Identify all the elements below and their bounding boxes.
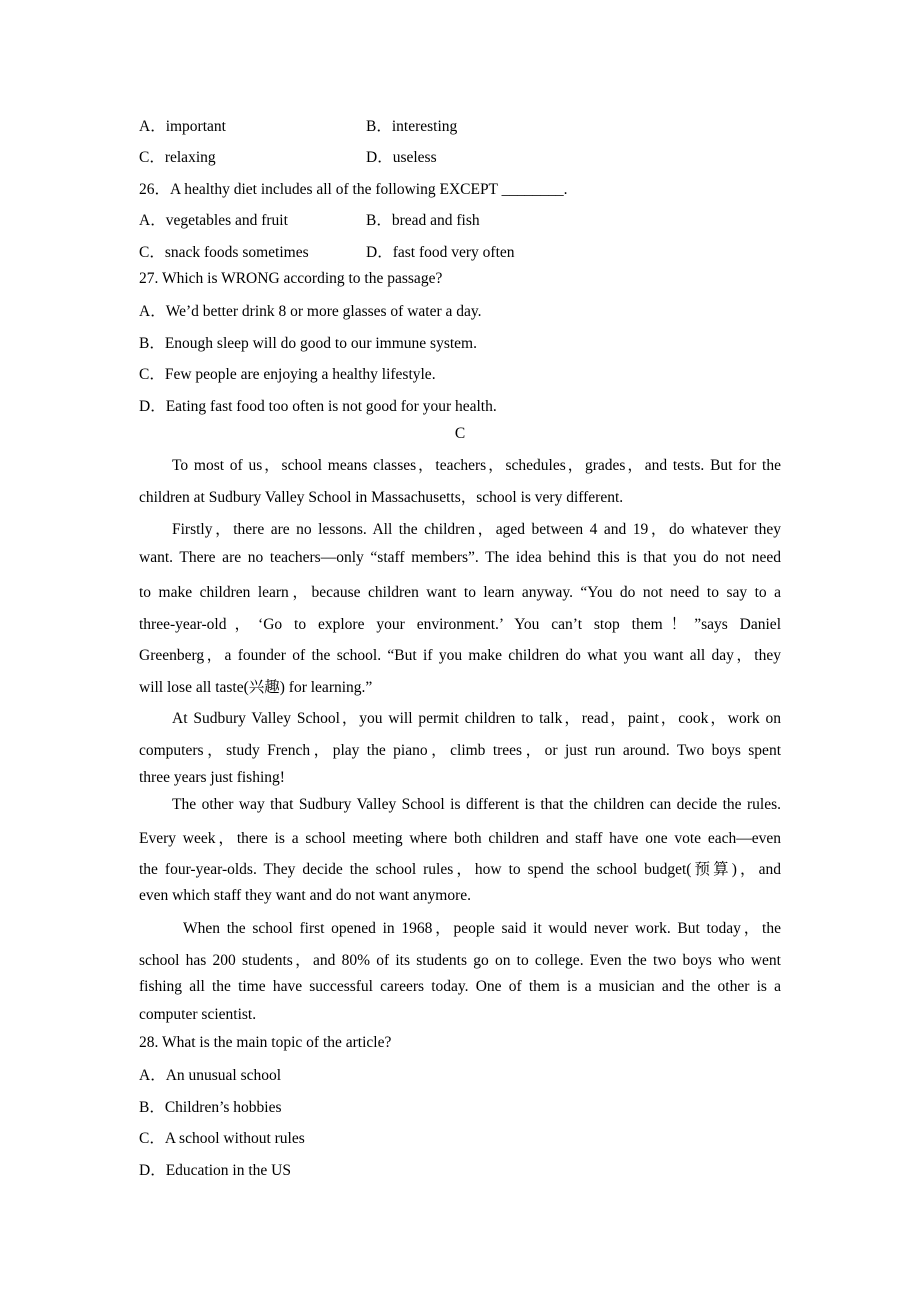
q28-option-a: A．An unusual school (139, 1067, 282, 1084)
q27-option-b: B．Enough sleep will do good to our immune system. (139, 335, 477, 352)
paragraph-line: At Sudbury Valley School，you will permit children to talk，read，paint，cook，work on (172, 710, 781, 727)
paragraph-line: three-year-old，‘Go to explore your environment.’ You can’t stop them！”says Daniel (139, 615, 781, 633)
passage-paragraph-2 (139, 517, 781, 706)
paragraph-line: will lose all taste(兴趣) for learning.” (139, 678, 373, 696)
q27-option-c: C．Few people are enjoying a healthy lifestyle. (139, 366, 436, 383)
q26-option-b: B．bread and fish (366, 212, 480, 229)
q26-option-c: C．snack foods sometimes (139, 244, 309, 261)
paragraph-line: The other way that Sudbury Valley School is different is that the children can decide the rules. (172, 796, 781, 813)
passage-paragraph-4 (139, 796, 781, 919)
paragraph-line: want. There are no teachers—only “staff members”. The idea behind this is that you do not need (139, 548, 781, 566)
paragraph-line: Every week，there is a school meeting where both children and staff have one vote each—even (139, 829, 781, 847)
q27-option-d: D．Eating fast food too often is not good for your health. (139, 398, 497, 415)
passage-paragraph-3 (139, 706, 781, 797)
q25-option-b: B．interesting (366, 118, 458, 135)
paragraph-line: computers，study French，play the piano，climb trees，or just run around. Two boys spent (139, 741, 781, 759)
q26-option-a: A．vegetables and fruit (139, 212, 288, 229)
paragraph-line: the four-year-olds. They decide the school rules，how to spend the school budget(预算)，and (139, 861, 781, 878)
q26-option-d: D．fast food very often (366, 244, 515, 261)
passage-paragraph-5 (139, 916, 781, 1038)
passage-paragraph-1 (139, 453, 781, 516)
paragraph-line: children at Sudbury Valley School in Massachusetts，school is very different. (139, 488, 624, 506)
q28-option-d: D．Education in the US (139, 1162, 291, 1179)
q25-option-d: D．useless (366, 149, 437, 166)
paragraph-line: school has 200 students，and 80% of its students go on to college. Even the two boys who went (139, 951, 781, 969)
paragraph-line: even which staff they want and do not want anymore. (139, 887, 472, 904)
q27-option-a: A．We’d better drink 8 or more glasses of water a day. (139, 303, 482, 320)
paragraph-line: To most of us，school means classes，teachers，schedules，grades，and tests. But for the (172, 457, 781, 474)
q27-stem: 27. Which is WRONG according to the passage? (139, 270, 443, 287)
paragraph-line: Firstly，there are no lessons. All the children，aged between 4 and 19，do whatever they (172, 521, 781, 538)
q28-stem: 28. What is the main topic of the article? (139, 1034, 392, 1051)
paragraph-line: computer scientist. (139, 1006, 257, 1023)
q25-option-a: A．important (139, 118, 226, 135)
paragraph-line: three years just fishing! (139, 769, 285, 786)
q28-option-c: C．A school without rules (139, 1130, 305, 1147)
paragraph-line: fishing all the time have successful careers today. One of them is a musician and the other is a (139, 978, 781, 995)
paragraph-line: to make children learn，because children want to learn anyway. “You do not need to say to a (139, 584, 781, 601)
q26-stem: 26．A healthy diet includes all of the following EXCEPT ________. (139, 181, 568, 198)
q28-option-b: B．Children’s hobbies (139, 1099, 282, 1116)
passage-heading: C (454, 425, 466, 442)
paragraph-line: Greenberg，a founder of the school. “But if you make children do what you want all day，they (139, 647, 781, 664)
paragraph-line: When the school first opened in 1968，people said it would never work. But today，the (183, 920, 781, 937)
q25-option-c: C．relaxing (139, 149, 216, 166)
